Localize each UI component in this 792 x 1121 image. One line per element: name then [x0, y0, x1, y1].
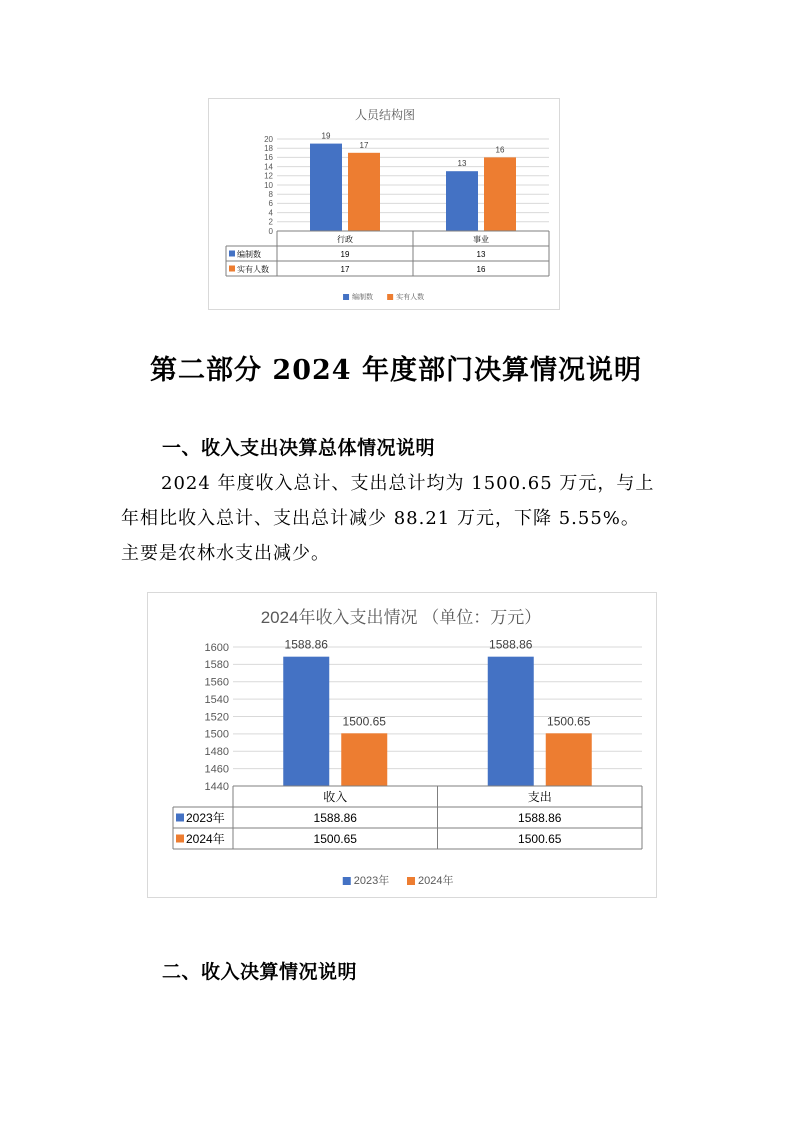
y-tick-label: 1480 [204, 746, 229, 759]
bar [446, 171, 478, 231]
y-tick-label: 12 [264, 171, 273, 181]
income-expense-chart [147, 592, 657, 898]
part-title: 第二部分 2024 年度部门决算情况说明 [150, 355, 642, 386]
table-cell: 1588.86 [518, 811, 562, 826]
legend-key [343, 294, 349, 300]
data-label: 19 [321, 131, 331, 141]
legend-key [229, 266, 235, 272]
table-row-label: 2024年 [186, 832, 225, 847]
y-tick-label: 6 [268, 199, 273, 209]
table-cell: 13 [476, 249, 486, 259]
table-cell: 1500.65 [313, 832, 357, 847]
table-cell: 19 [340, 249, 350, 259]
y-tick-label: 4 [268, 208, 273, 218]
chart-title: 2024年收入支出情况 （单位：万元） [260, 608, 542, 627]
paragraph-line: 2024 年度收入总计、支出总计均为 1500.65 万元，与上 [161, 473, 655, 494]
bar [283, 657, 329, 786]
bar [484, 157, 516, 231]
bar [546, 733, 592, 786]
staff-structure-chart-svg [209, 99, 559, 309]
y-tick-label: 1540 [204, 693, 229, 706]
legend-label: 实有人数 [396, 294, 425, 301]
legend-key [407, 877, 415, 885]
legend-key [343, 877, 351, 885]
y-tick-label: 10 [264, 180, 273, 190]
bar [341, 733, 387, 786]
table-cell: 17 [340, 264, 350, 274]
bar [488, 657, 534, 786]
legend-key [229, 251, 235, 257]
paragraph-line: 年相比收入总计、支出总计减少 88.21 万元，下降 5.55%。 [121, 508, 640, 529]
table-cell: 1500.65 [518, 832, 562, 847]
data-label: 13 [457, 159, 467, 169]
table-row-label: 2023年 [186, 811, 225, 826]
category-label: 支出 [527, 790, 552, 805]
section2-heading: 二、收入决算情况说明 [162, 961, 358, 983]
data-label: 1500.65 [342, 714, 386, 729]
legend-label: 2023年 [353, 875, 390, 887]
y-tick-label: 1460 [204, 763, 229, 776]
staff-structure-chart [208, 98, 560, 310]
category-label: 收入 [323, 790, 348, 805]
legend-key [387, 294, 393, 300]
table-cell: 16 [476, 264, 486, 274]
y-tick-label: 0 [268, 226, 273, 236]
y-tick-label: 14 [264, 162, 273, 172]
legend-label: 编制数 [352, 294, 374, 301]
data-label: 1588.86 [284, 637, 328, 652]
legend-key [176, 835, 184, 843]
table-row-label: 实有人数 [237, 264, 269, 274]
category-label: 事业 [473, 234, 489, 244]
section1-paragraph [121, 466, 681, 571]
y-tick-label: 8 [268, 190, 273, 199]
bar [348, 153, 380, 231]
income-expense-chart-svg [148, 593, 656, 897]
y-tick-label: 1500 [204, 728, 229, 741]
data-label: 1500.65 [547, 714, 591, 729]
y-tick-label: 1580 [204, 659, 229, 672]
y-tick-label: 1520 [204, 711, 229, 724]
y-tick-label: 1440 [204, 780, 229, 793]
table-cell: 1588.86 [313, 811, 357, 826]
y-tick-label: 2 [268, 217, 273, 227]
section1-heading: 一、收入支出决算总体情况说明 [162, 437, 436, 459]
table-row-label: 编制数 [237, 249, 261, 259]
data-label: 17 [359, 140, 369, 150]
y-tick-label: 20 [264, 134, 273, 144]
legend-label: 2024年 [418, 875, 454, 887]
paragraph-line: 主要是农林水支出减少。 [121, 543, 330, 564]
y-tick-label: 1600 [204, 641, 229, 654]
bar [310, 144, 342, 231]
y-tick-label: 1560 [204, 676, 229, 689]
legend-key [176, 814, 184, 822]
y-tick-label: 18 [264, 144, 273, 153]
y-tick-label: 16 [264, 153, 273, 163]
data-label: 1588.86 [489, 637, 533, 652]
chart-title: 人员结构图 [354, 108, 416, 122]
data-label: 16 [495, 145, 505, 155]
category-label: 行政 [337, 234, 353, 244]
